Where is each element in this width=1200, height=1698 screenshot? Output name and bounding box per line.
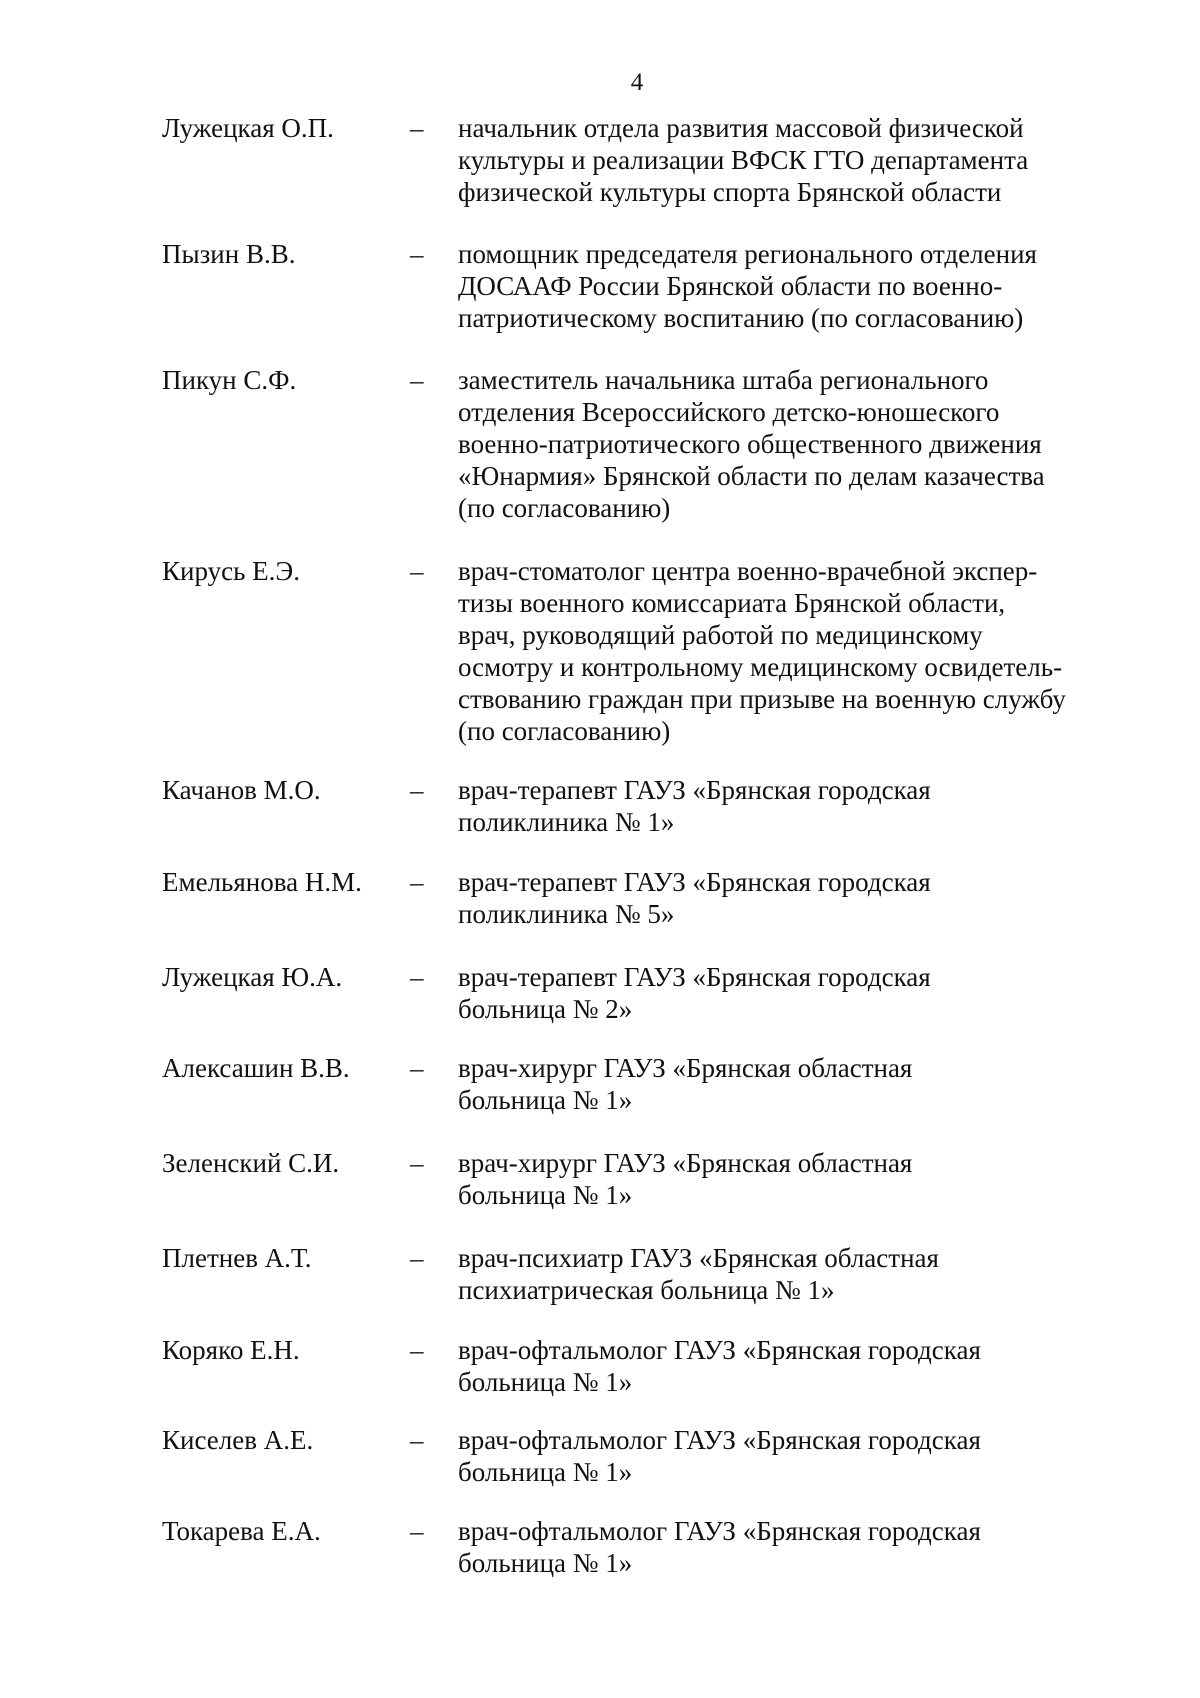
description-line: (по согласованию) [458, 493, 671, 523]
description-line: осмотру и контрольному медицинскому освидетель- [458, 652, 1063, 682]
dash-separator: – [410, 867, 424, 897]
description-line: тизы военного комиссариата Брянской области, [458, 588, 1006, 618]
position-description [458, 1515, 1108, 1579]
description-line: врач-офтальмолог ГАУЗ «Брянская городская [458, 1425, 981, 1455]
dash-separator: – [410, 775, 424, 805]
person-name: Лужецкая О.П. [162, 113, 334, 143]
description-line: врач-терапевт ГАУЗ «Брянская городская [458, 962, 931, 992]
dash-separator: – [410, 1148, 424, 1178]
description-line: больница № 1» [458, 1548, 633, 1578]
description-line: заместитель начальника штаба регионального [458, 365, 989, 395]
position-description [458, 112, 1108, 208]
description-line: поликлиника № 1» [458, 807, 675, 837]
description-line: (по согласованию) [458, 716, 671, 746]
dash-separator: – [410, 365, 424, 395]
person-name: Плетнев А.Т. [162, 1243, 312, 1273]
dash-separator: – [410, 962, 424, 992]
description-line: больница № 1» [458, 1085, 633, 1115]
dash-separator: – [410, 113, 424, 143]
position-description [458, 1052, 1108, 1116]
person-name: Пикун С.Ф. [162, 365, 297, 395]
dash-separator: – [410, 1053, 424, 1083]
position-description [458, 1424, 1108, 1488]
person-name: Алексашин В.В. [162, 1053, 350, 1083]
description-line: врач-психиатр ГАУЗ «Брянская областная [458, 1243, 939, 1273]
description-line: помощник председателя регионального отделения [458, 239, 1037, 269]
description-line: больница № 1» [458, 1367, 633, 1397]
description-line: врач-офтальмолог ГАУЗ «Брянская городская [458, 1516, 981, 1546]
person-name: Пызин В.В. [162, 239, 296, 269]
description-line: врач, руководящий работой по медицинскому [458, 620, 983, 650]
position-description [458, 1242, 1108, 1306]
description-line: патриотическому воспитанию (по согласованию) [458, 303, 1024, 333]
dash-separator: – [410, 1516, 424, 1546]
person-name: Киселев А.Е. [162, 1425, 314, 1455]
description-line: врач-хирург ГАУЗ «Брянская областная [458, 1148, 913, 1178]
description-line: поликлиника № 5» [458, 899, 675, 929]
description-line: ДОСААФ России Брянской области по военно- [458, 271, 1003, 301]
description-line: начальник отдела развития массовой физической [458, 113, 1024, 143]
person-name: Зеленский С.И. [162, 1148, 340, 1178]
position-description [458, 774, 1108, 838]
position-description [458, 1334, 1108, 1398]
description-line: ствованию граждан при призыве на военную службу [458, 684, 1066, 714]
person-name: Кирусь Е.Э. [162, 556, 300, 586]
person-name: Емельянова Н.М. [162, 867, 362, 897]
dash-separator: – [410, 1335, 424, 1365]
position-description [458, 961, 1108, 1025]
description-line: физической культуры спорта Брянской области [458, 177, 1002, 207]
description-line: больница № 1» [458, 1457, 633, 1487]
dash-separator: – [410, 239, 424, 269]
description-line: психиатрическая больница № 1» [458, 1275, 835, 1305]
person-name: Коряко Е.Н. [162, 1335, 300, 1365]
position-description [458, 364, 1108, 524]
dash-separator: – [410, 1425, 424, 1455]
description-line: врач-терапевт ГАУЗ «Брянская городская [458, 867, 931, 897]
position-description [458, 555, 1108, 747]
description-line: больница № 2» [458, 994, 633, 1024]
person-name: Токарева Е.А. [162, 1516, 321, 1546]
description-line: врач-терапевт ГАУЗ «Брянская городская [458, 775, 931, 805]
person-name: Качанов М.О. [162, 775, 321, 805]
person-name: Лужецкая Ю.А. [162, 962, 343, 992]
description-line: врач-офтальмолог ГАУЗ «Брянская городская [458, 1335, 981, 1365]
description-line: военно-патриотического общественного движения [458, 429, 1042, 459]
description-line: врач-стоматолог центра военно-врачебной экспер- [458, 556, 1038, 586]
description-line: врач-хирург ГАУЗ «Брянская областная [458, 1053, 913, 1083]
description-line: больница № 1» [458, 1180, 633, 1210]
description-line: культуры и реализации ВФСК ГТО департамента [458, 145, 1029, 175]
dash-separator: – [410, 556, 424, 586]
dash-separator: – [410, 1243, 424, 1273]
position-description [458, 866, 1108, 930]
position-description [458, 238, 1108, 334]
description-line: «Юнармия» Брянской области по делам казачества [458, 461, 1045, 491]
description-line: отделения Всероссийского детско-юношеского [458, 397, 1000, 427]
position-description [458, 1147, 1108, 1211]
page-number: 4 [630, 69, 644, 96]
